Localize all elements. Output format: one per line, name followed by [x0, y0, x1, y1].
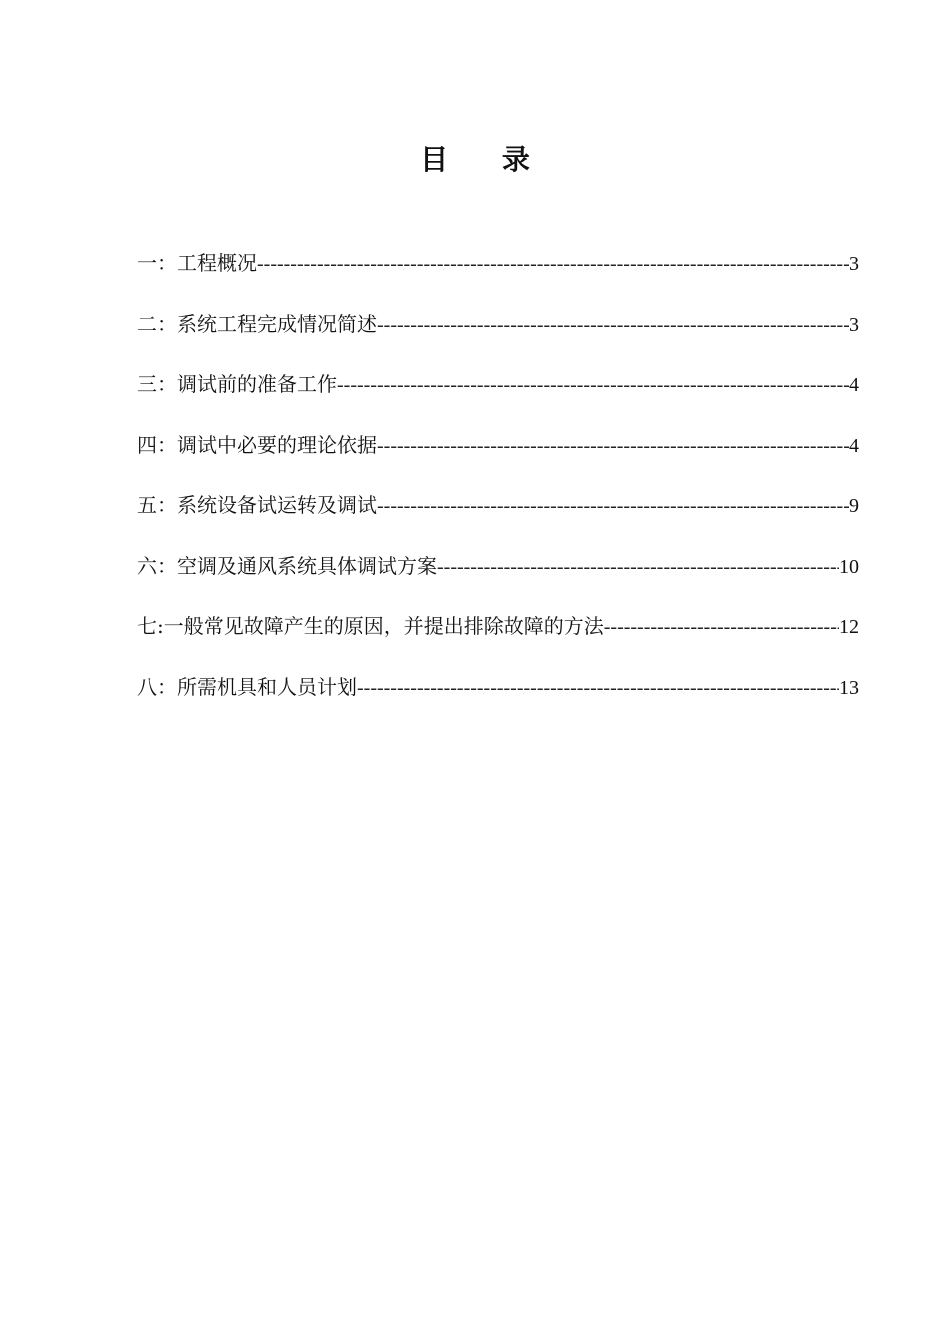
toc-entry[interactable]	[137, 551, 859, 612]
toc-entry-label: 三：调试前的准备工作	[137, 372, 337, 396]
toc-dot-leader	[257, 249, 849, 279]
toc-entry-page: 13	[839, 676, 859, 699]
toc-entry-page: 4	[849, 374, 859, 396]
toc-entry[interactable]	[137, 369, 859, 430]
toc-entry[interactable]	[137, 248, 859, 309]
toc-entry[interactable]	[137, 672, 859, 733]
toc-entry-page: 3	[849, 313, 859, 336]
toc-entry[interactable]	[137, 309, 859, 370]
toc-entry-label: 一：工程概况	[137, 251, 257, 275]
toc-entry-page: 10	[839, 555, 859, 578]
toc-entry-label: 七:一般常见故障产生的原因，并提出排除故障的方法	[137, 614, 604, 638]
toc-entry-page: 3	[849, 253, 859, 275]
toc-entry-page: 9	[849, 495, 859, 517]
toc-dot-leader	[377, 431, 849, 461]
toc-entry-page: 4	[849, 434, 859, 457]
toc-dot-leader	[604, 612, 839, 642]
toc-dot-leader	[377, 310, 849, 340]
toc-entry-label: 二：系统工程完成情况简述	[137, 311, 377, 336]
toc-entry-label: 五：系统设备试运转及调试	[137, 493, 377, 517]
toc-entry-label: 六：空调及通风系统具体调试方案	[137, 553, 437, 578]
toc-entry[interactable]	[137, 611, 859, 672]
toc-entry[interactable]	[137, 490, 859, 551]
toc-dot-leader	[377, 491, 849, 521]
toc-entry-page: 12	[839, 616, 859, 638]
toc-list	[137, 248, 859, 732]
toc-dot-leader	[437, 552, 839, 582]
toc-title: 目 录	[420, 143, 552, 176]
toc-entry-label: 八：所需机具和人员计划	[137, 674, 357, 699]
toc-dot-leader	[337, 370, 849, 400]
toc-dot-leader	[357, 673, 839, 703]
toc-entry[interactable]	[137, 430, 859, 491]
toc-entry-label: 四：调试中必要的理论依据	[137, 432, 377, 457]
